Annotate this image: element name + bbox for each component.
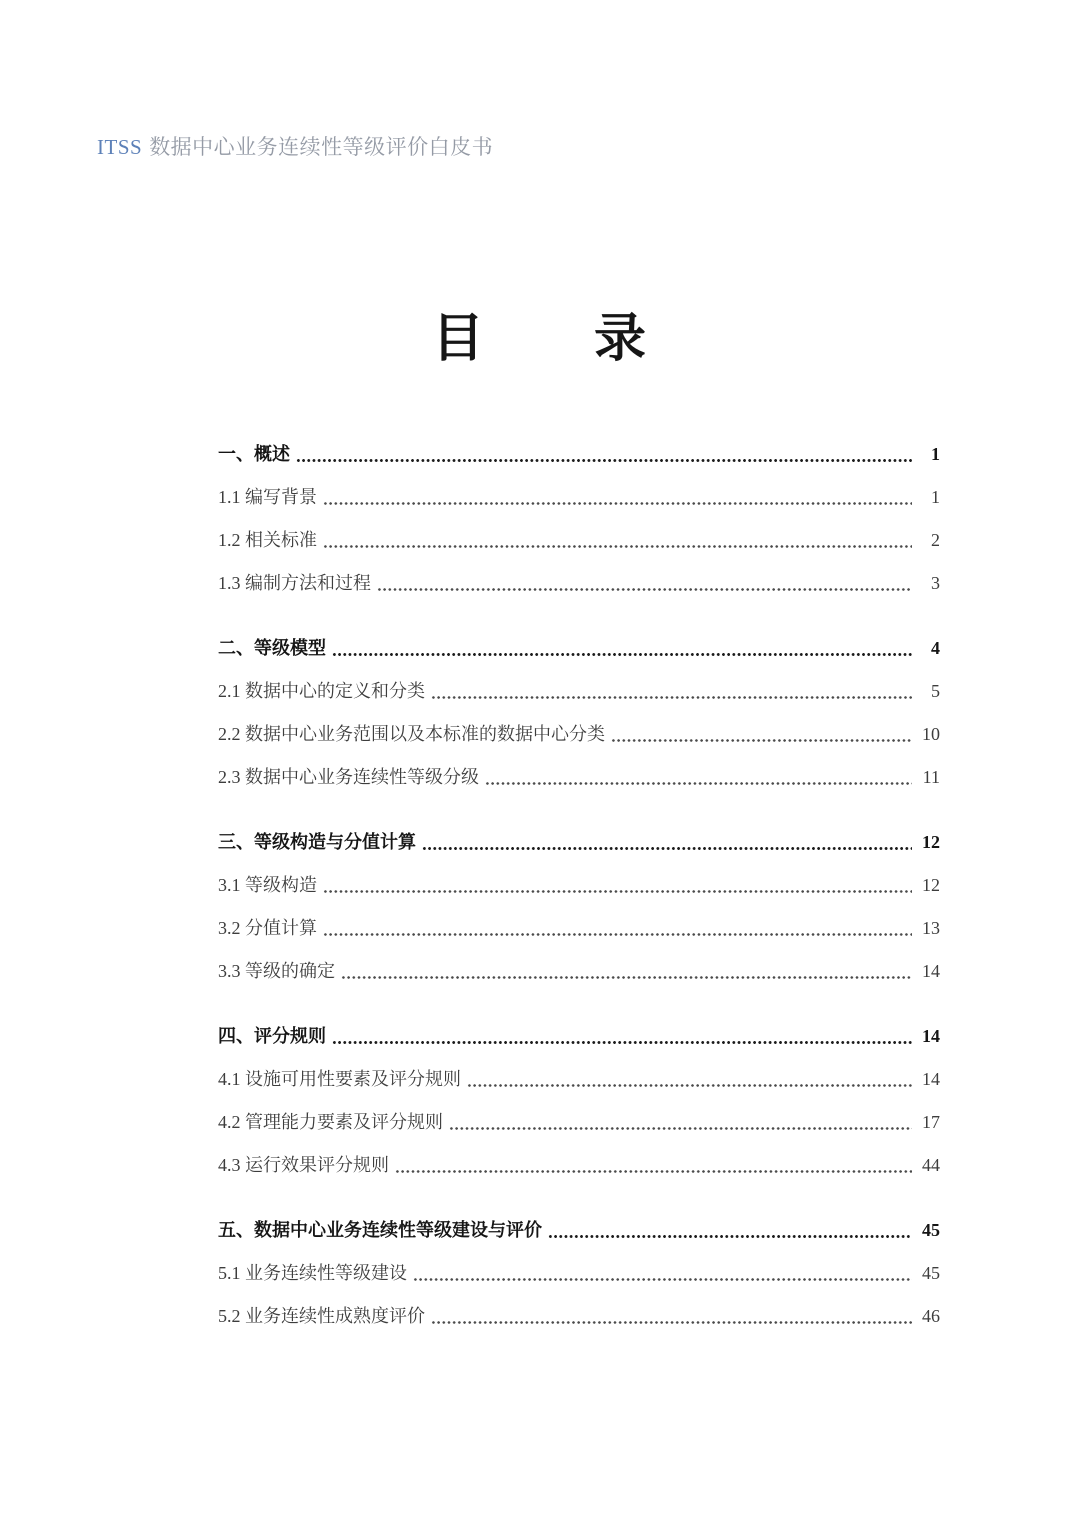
toc-entry-label: 1.3 编制方法和过程 bbox=[218, 573, 371, 593]
toc-entry-label: 5.1 业务连续性等级建设 bbox=[218, 1263, 407, 1283]
toc-section-heading bbox=[218, 829, 940, 855]
dot-leader bbox=[323, 933, 912, 936]
toc-entry bbox=[218, 1152, 940, 1178]
table-of-contents bbox=[218, 441, 940, 1329]
toc-entry bbox=[218, 872, 940, 898]
toc-page-number: 11 bbox=[922, 767, 940, 787]
dot-leader bbox=[332, 1041, 912, 1044]
toc-page-number: 14 bbox=[922, 961, 940, 981]
toc-page-number: 45 bbox=[922, 1263, 940, 1283]
toc-section bbox=[218, 1023, 940, 1178]
toc-section bbox=[218, 1217, 940, 1329]
dot-leader bbox=[422, 847, 912, 850]
toc-page-number: 12 bbox=[922, 875, 940, 895]
toc-entry-label: 2.1 数据中心的定义和分类 bbox=[218, 681, 425, 701]
toc-entry bbox=[218, 527, 940, 553]
toc-section bbox=[218, 635, 940, 790]
toc-page-number: 14 bbox=[922, 1069, 940, 1089]
toc-section bbox=[218, 829, 940, 984]
dot-leader bbox=[431, 696, 912, 699]
dot-leader bbox=[467, 1084, 912, 1087]
dot-leader bbox=[548, 1235, 912, 1238]
toc-page-number: 2 bbox=[931, 530, 940, 550]
toc-page-number: 12 bbox=[922, 832, 940, 852]
toc-entry-label: 二、等级模型 bbox=[218, 638, 326, 658]
document-header bbox=[97, 131, 493, 161]
toc-page-number: 5 bbox=[931, 681, 940, 701]
document-header-title: 数据中心业务连续性等级评价白皮书 bbox=[149, 135, 494, 159]
toc-page-number: 14 bbox=[922, 1026, 940, 1046]
toc-page-number: 44 bbox=[922, 1155, 940, 1175]
toc-entry bbox=[218, 1109, 940, 1135]
toc-entry-label: 2.2 数据中心业务范围以及本标准的数据中心分类 bbox=[218, 724, 605, 744]
toc-entry bbox=[218, 570, 940, 596]
toc-entry-label: 2.3 数据中心业务连续性等级分级 bbox=[218, 767, 479, 787]
toc-section-heading bbox=[218, 441, 940, 467]
dot-leader bbox=[332, 653, 912, 656]
toc-page-number: 1 bbox=[931, 444, 940, 464]
toc-entry-label: 4.3 运行效果评分规则 bbox=[218, 1155, 389, 1175]
toc-entry bbox=[218, 678, 940, 704]
dot-leader bbox=[341, 976, 912, 979]
toc-entry-label: 四、评分规则 bbox=[218, 1026, 326, 1046]
toc-page-number: 4 bbox=[931, 638, 940, 658]
dot-leader bbox=[377, 588, 912, 591]
toc-entry bbox=[218, 958, 940, 984]
dot-leader bbox=[485, 782, 912, 785]
toc-entry bbox=[218, 1260, 940, 1286]
toc-entry-label: 4.2 管理能力要素及评分规则 bbox=[218, 1112, 443, 1132]
toc-entry-label: 三、等级构造与分值计算 bbox=[218, 832, 416, 852]
toc-page-number: 1 bbox=[931, 487, 940, 507]
toc-entry-label: 3.3 等级的确定 bbox=[218, 961, 335, 981]
dot-leader bbox=[449, 1127, 912, 1130]
dot-leader bbox=[323, 502, 912, 505]
toc-entry-label: 4.1 设施可用性要素及评分规则 bbox=[218, 1069, 461, 1089]
toc-section-heading bbox=[218, 1217, 940, 1243]
toc-entry-label: 1.2 相关标准 bbox=[218, 530, 317, 550]
dot-leader bbox=[431, 1321, 912, 1324]
toc-page-number: 45 bbox=[922, 1220, 940, 1240]
page-title: 目 录 bbox=[431, 311, 648, 368]
toc-section bbox=[218, 441, 940, 596]
toc-entry bbox=[218, 721, 940, 747]
toc-entry bbox=[218, 764, 940, 790]
itss-logo-text: ITSS bbox=[97, 135, 143, 159]
dot-leader bbox=[296, 459, 912, 462]
toc-entry-label: 5.2 业务连续性成熟度评价 bbox=[218, 1306, 425, 1326]
toc-entry bbox=[218, 1303, 940, 1329]
dot-leader bbox=[611, 739, 912, 742]
toc-entry-label: 一、概述 bbox=[218, 444, 290, 464]
toc-section-heading bbox=[218, 635, 940, 661]
toc-page-number: 10 bbox=[922, 724, 940, 744]
dot-leader bbox=[395, 1170, 912, 1173]
dot-leader bbox=[323, 890, 912, 893]
toc-page-number: 17 bbox=[922, 1112, 940, 1132]
toc-page-number: 3 bbox=[931, 573, 940, 593]
toc-entry-label: 五、数据中心业务连续性等级建设与评价 bbox=[218, 1220, 542, 1240]
dot-leader bbox=[413, 1278, 912, 1281]
toc-entry-label: 1.1 编写背景 bbox=[218, 487, 317, 507]
toc-entry-label: 3.2 分值计算 bbox=[218, 918, 317, 938]
toc-page-number: 46 bbox=[922, 1306, 940, 1326]
toc-page-number: 13 bbox=[922, 918, 940, 938]
toc-entry bbox=[218, 1066, 940, 1092]
toc-entry bbox=[218, 484, 940, 510]
toc-entry bbox=[218, 915, 940, 941]
dot-leader bbox=[323, 545, 912, 548]
toc-entry-label: 3.1 等级构造 bbox=[218, 875, 317, 895]
toc-section-heading bbox=[218, 1023, 940, 1049]
